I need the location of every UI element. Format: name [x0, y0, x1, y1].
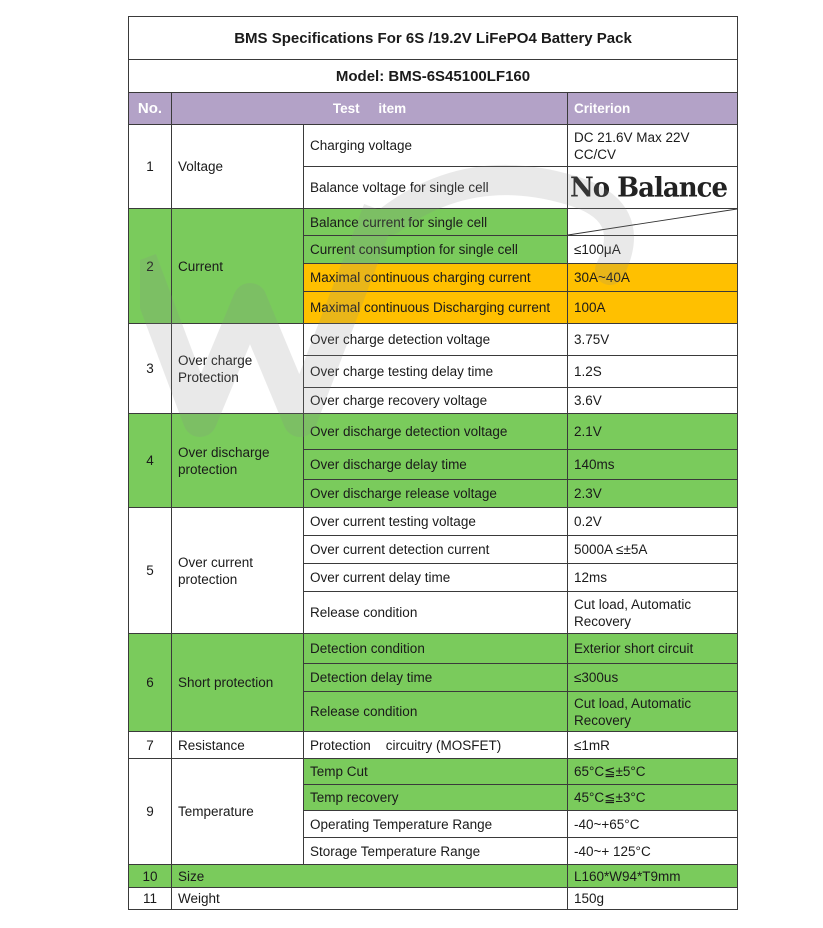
criterion-value: 3.75V — [568, 324, 738, 356]
group-name: Weight — [172, 888, 568, 910]
diagonal-cell — [568, 209, 738, 236]
criterion-value: 140ms — [568, 450, 738, 480]
group-name: Over discharge protection — [172, 414, 304, 508]
criterion-value: 12ms — [568, 564, 738, 592]
test-item — [304, 732, 568, 759]
test-item: Detection delay time — [304, 664, 568, 692]
test-item: Detection condition — [304, 634, 568, 664]
group-no: 2 — [129, 209, 172, 324]
test-item: Release condition — [304, 692, 568, 732]
criterion-value: 45°C≦±3°C — [568, 785, 738, 811]
criterion-value: ≤1mR — [568, 732, 738, 759]
test-item: Over current delay time — [304, 564, 568, 592]
table-row — [129, 634, 738, 664]
group-no: 5 — [129, 508, 172, 634]
spec-sheet — [128, 16, 737, 910]
criterion-value: 2.3V — [568, 480, 738, 508]
page-title: BMS Specifications For 6S /19.2V LiFePO4 Battery Pack — [129, 17, 738, 60]
group-name: Current — [172, 209, 304, 324]
criterion-value: 100A — [568, 292, 738, 324]
group-no: 11 — [129, 888, 172, 910]
group-no: 3 — [129, 324, 172, 414]
test-item: Current consumption for single cell — [304, 236, 568, 264]
test-item: Over current detection current — [304, 536, 568, 564]
criterion-value: 65°C≦±5°C — [568, 759, 738, 785]
test-item: Over discharge release voltage — [304, 480, 568, 508]
group-no: 9 — [129, 759, 172, 865]
criterion-value: -40~+ 125°C — [568, 838, 738, 865]
test-item: Temp recovery — [304, 785, 568, 811]
spec-table — [128, 16, 738, 910]
header-test-item-label: Test item — [332, 101, 407, 116]
no-balance-stamp — [568, 167, 738, 209]
criterion-value: 30A~40A — [568, 264, 738, 292]
group-no: 7 — [129, 732, 172, 759]
group-name: Size — [172, 865, 568, 888]
criterion-value: L160*W94*T9mm — [568, 865, 738, 888]
table-row — [129, 414, 738, 450]
criterion-value: ≤300us — [568, 664, 738, 692]
test-item: Over discharge detection voltage — [304, 414, 568, 450]
test-item: Charging voltage — [304, 125, 568, 167]
group-name: Short protection — [172, 634, 304, 732]
criterion-value: Exterior short circuit — [568, 634, 738, 664]
criterion-value — [568, 125, 738, 167]
test-item-text: Protection circuitry (MOSFET) — [310, 737, 502, 753]
test-item: Over current testing voltage — [304, 508, 568, 536]
group-name: Resistance — [172, 732, 304, 759]
criterion-value: ≤100μA — [568, 236, 738, 264]
table-row — [129, 209, 738, 236]
group-no: 1 — [129, 125, 172, 209]
criterion-value: Cut load, Automatic Recovery — [568, 692, 738, 732]
table-row — [129, 759, 738, 785]
criterion-value: 150g — [568, 888, 738, 910]
header-no: No. — [129, 93, 172, 125]
test-item: Release condition — [304, 592, 568, 634]
group-no: 4 — [129, 414, 172, 508]
diagonal-line — [568, 209, 737, 235]
group-name: Over current protection — [172, 508, 304, 634]
test-item: Balance voltage for single cell — [304, 167, 568, 209]
title-row — [129, 17, 738, 60]
test-item: Over charge detection voltage — [304, 324, 568, 356]
criterion-text: DC 21.6V Max 22V CC/CV — [574, 129, 690, 162]
criterion-value: Cut load, Automatic Recovery — [568, 592, 738, 634]
group-name: Voltage — [172, 125, 304, 209]
model-name: Model: BMS-6S45100LF160 — [129, 60, 738, 93]
criterion-value: 3.6V — [568, 388, 738, 414]
group-no: 10 — [129, 865, 172, 888]
test-item: Maximal continuous Discharging current — [304, 292, 568, 324]
test-item: Operating Temperature Range — [304, 811, 568, 838]
table-row — [129, 865, 738, 888]
criterion-value: 2.1V — [568, 414, 738, 450]
table-row — [129, 732, 738, 759]
table-row — [129, 888, 738, 910]
criterion-value: 0.2V — [568, 508, 738, 536]
test-item: Over discharge delay time — [304, 450, 568, 480]
header-criterion: Criterion — [568, 93, 738, 125]
group-no: 6 — [129, 634, 172, 732]
criterion-value: 1.2S — [568, 356, 738, 388]
test-item: Over charge testing delay time — [304, 356, 568, 388]
test-item: Over charge recovery voltage — [304, 388, 568, 414]
no-balance-text: No Balance — [570, 171, 727, 204]
table-row — [129, 125, 738, 167]
test-item: Maximal continuous charging current — [304, 264, 568, 292]
table-row — [129, 508, 738, 536]
test-item: Temp Cut — [304, 759, 568, 785]
header-row — [129, 93, 738, 125]
model-row — [129, 60, 738, 93]
header-test-item — [172, 93, 568, 125]
criterion-value: 5000A ≤±5A — [568, 536, 738, 564]
group-name: Temperature — [172, 759, 304, 865]
test-item: Storage Temperature Range — [304, 838, 568, 865]
criterion-value: -40~+65°C — [568, 811, 738, 838]
test-item: Balance current for single cell — [304, 209, 568, 236]
group-name: Over charge Protection — [172, 324, 304, 414]
table-row — [129, 324, 738, 356]
